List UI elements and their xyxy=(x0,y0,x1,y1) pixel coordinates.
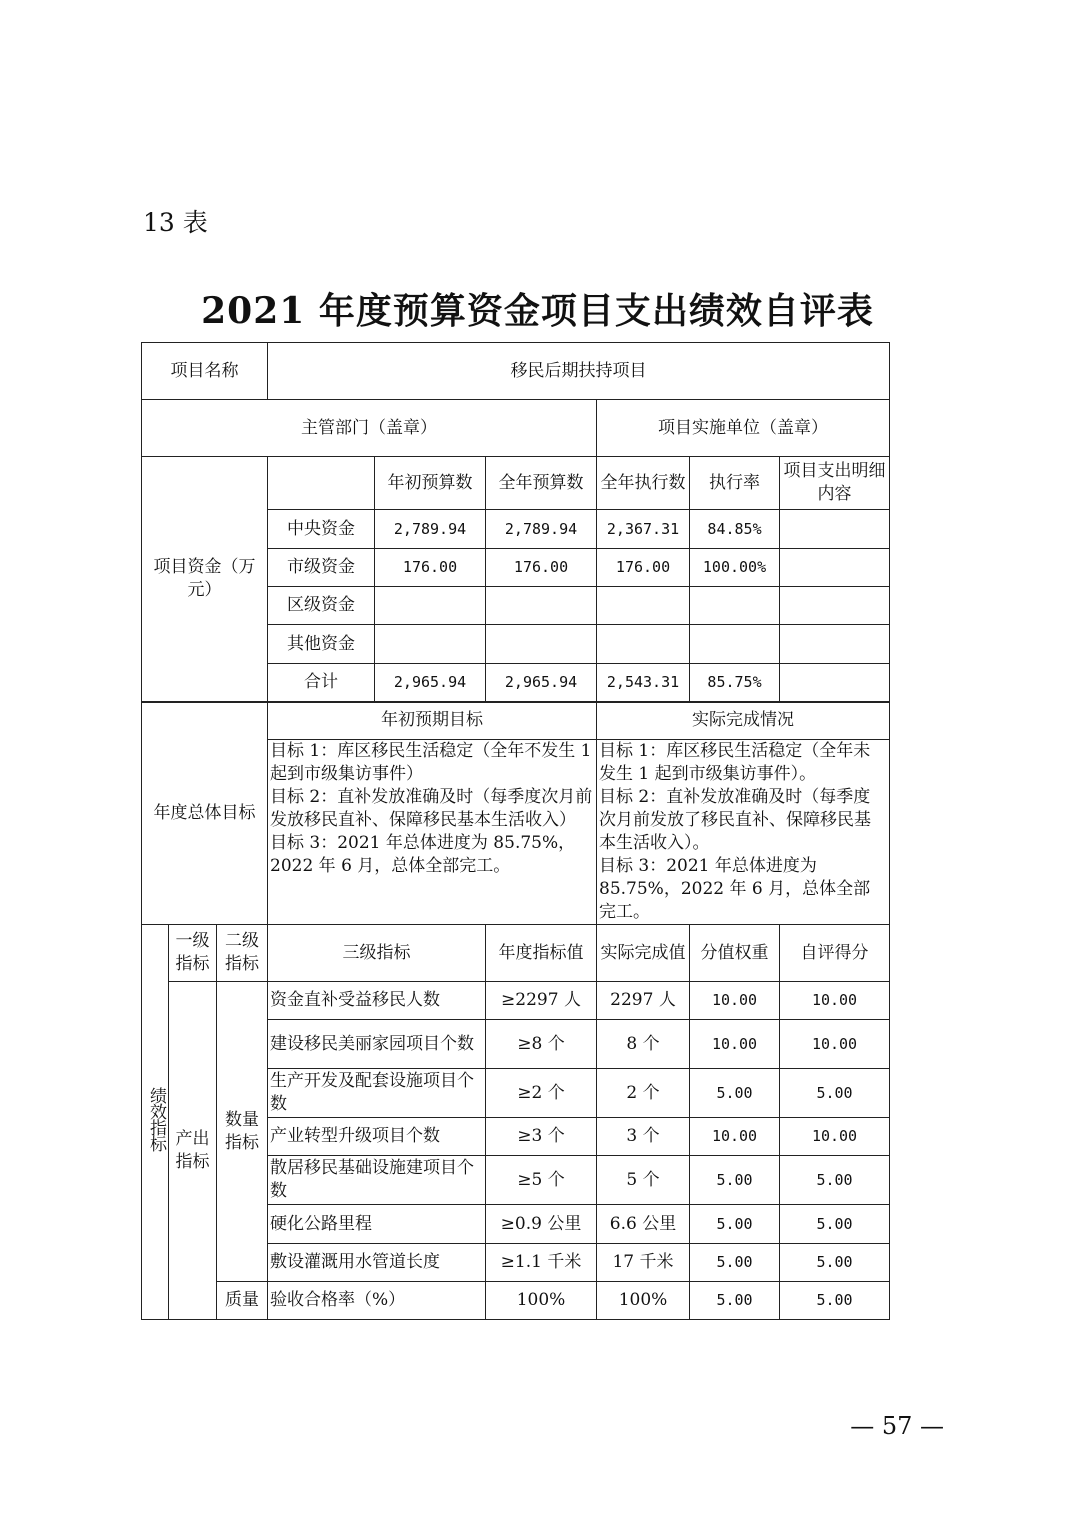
indicator-name: 散居移民基础设施建项目个数 xyxy=(268,1156,486,1205)
funds-cell xyxy=(690,625,780,664)
actual-goal-header: 实际完成情况 xyxy=(597,702,890,740)
indicator-name: 敷设灌溉用水管道长度 xyxy=(268,1244,486,1282)
funds-header-blank xyxy=(268,457,375,510)
funds-cell xyxy=(597,587,690,625)
funds-row-name: 中央资金 xyxy=(268,510,375,549)
expected-goal-text: 目标 1：库区移民生活稳定（全年不发生 1 起到市级集访事件） 目标 2：直补发放准确及时（每季度次月前发放移民直补、保障移民基本生活收入） 目标 3：2021 年总体进度为 85.75%，2022 年 6 月，总体全部完工。 xyxy=(268,740,597,925)
funds-cell: 176.00 xyxy=(486,549,597,587)
funds-header: 全年预算数 xyxy=(486,457,597,510)
funds-cell: 85.75% xyxy=(690,664,780,702)
indicator-actual: 2297 人 xyxy=(597,982,690,1020)
indicator-weight: 5.00 xyxy=(690,1156,780,1205)
indicator-target: ≥8 个 xyxy=(486,1020,597,1069)
quantity-indicator-label: 数量指标 xyxy=(217,982,268,1282)
funds-cell xyxy=(486,625,597,664)
indicator-score: 5.00 xyxy=(780,1244,890,1282)
actual-goal-text: 目标 1：库区移民生活稳定（全年未发生 1 起到市级集访事件）。 目标 2：直补发放准确及时（每季度次月前发放了移民直补、保障移民基本生活收入）。 目标 3：2021 年总体进度为 85.75%，2022 年 6 月，总体全部完工。 xyxy=(597,740,890,925)
performance-evaluation-table xyxy=(141,342,890,1320)
page-title: 2021 年度预算资金项目支出绩效自评表 xyxy=(201,290,874,332)
indicator-actual: 6.6 公里 xyxy=(597,1205,690,1244)
funds-cell xyxy=(780,587,890,625)
indicator-actual: 8 个 xyxy=(597,1020,690,1069)
indicator-target: 100% xyxy=(486,1282,597,1320)
indicator-weight: 5.00 xyxy=(690,1282,780,1320)
level3-header: 三级指标 xyxy=(268,925,486,982)
indicator-score: 10.00 xyxy=(780,1020,890,1069)
indicator-name: 硬化公路里程 xyxy=(268,1205,486,1244)
indicator-name: 建设移民美丽家园项目个数 xyxy=(268,1020,486,1069)
indicator-score: 5.00 xyxy=(780,1156,890,1205)
funds-cell xyxy=(486,587,597,625)
table-caption: 13 表 xyxy=(143,208,208,237)
indicator-target: ≥3 个 xyxy=(486,1118,597,1156)
funds-cell: 176.00 xyxy=(375,549,486,587)
dept-label: 主管部门（盖章） xyxy=(142,400,597,457)
project-name-label: 项目名称 xyxy=(142,343,268,400)
indicator-actual: 2 个 xyxy=(597,1069,690,1118)
weight-header: 分值权重 xyxy=(690,925,780,982)
level1-header: 一级指标 xyxy=(169,925,217,982)
funds-cell: 84.85% xyxy=(690,510,780,549)
indicator-weight: 10.00 xyxy=(690,1118,780,1156)
funds-cell: 2,789.94 xyxy=(375,510,486,549)
funds-cell: 2,367.31 xyxy=(597,510,690,549)
funds-cell: 2,965.94 xyxy=(375,664,486,702)
indicator-score: 5.00 xyxy=(780,1069,890,1118)
indicator-weight: 5.00 xyxy=(690,1205,780,1244)
indicator-actual: 17 千米 xyxy=(597,1244,690,1282)
funds-cell xyxy=(375,625,486,664)
indicator-actual: 3 个 xyxy=(597,1118,690,1156)
expected-goal-header: 年初预期目标 xyxy=(268,702,597,740)
indicator-weight: 5.00 xyxy=(690,1069,780,1118)
indicator-actual: 100% xyxy=(597,1282,690,1320)
indicator-actual: 5 个 xyxy=(597,1156,690,1205)
performance-indicator-label: 绩效指标 xyxy=(142,925,169,1320)
funds-row-name: 市级资金 xyxy=(268,549,375,587)
funds-header: 年初预算数 xyxy=(375,457,486,510)
indicator-weight: 10.00 xyxy=(690,1020,780,1069)
actual-header: 实际完成值 xyxy=(597,925,690,982)
funds-cell xyxy=(780,549,890,587)
score-header: 自评得分 xyxy=(780,925,890,982)
indicator-name: 验收合格率（%） xyxy=(268,1282,486,1320)
indicator-target: ≥0.9 公里 xyxy=(486,1205,597,1244)
funds-cell xyxy=(780,625,890,664)
funds-header: 全年执行数 xyxy=(597,457,690,510)
indicator-score: 10.00 xyxy=(780,1118,890,1156)
indicator-target: ≥2 个 xyxy=(486,1069,597,1118)
funds-header: 项目支出明细内容 xyxy=(780,457,890,510)
funds-label: 项目资金（万元） xyxy=(142,457,268,702)
funds-cell xyxy=(690,587,780,625)
funds-cell xyxy=(780,510,890,549)
indicator-target: ≥1.1 千米 xyxy=(486,1244,597,1282)
funds-cell xyxy=(597,625,690,664)
page-number: — 57 — xyxy=(850,1412,944,1440)
funds-cell: 2,965.94 xyxy=(486,664,597,702)
indicator-target: ≥5 个 xyxy=(486,1156,597,1205)
target-header: 年度指标值 xyxy=(486,925,597,982)
project-name-value: 移民后期扶持项目 xyxy=(268,343,890,400)
funds-row-name: 其他资金 xyxy=(268,625,375,664)
level2-header: 二级指标 xyxy=(217,925,268,982)
indicator-score: 5.00 xyxy=(780,1205,890,1244)
indicator-name: 资金直补受益移民人数 xyxy=(268,982,486,1020)
quality-indicator-label: 质量 xyxy=(217,1282,268,1320)
funds-cell xyxy=(780,664,890,702)
indicator-score: 10.00 xyxy=(780,982,890,1020)
indicator-target: ≥2297 人 xyxy=(486,982,597,1020)
funds-cell: 100.00% xyxy=(690,549,780,587)
indicator-weight: 5.00 xyxy=(690,1244,780,1282)
funds-header: 执行率 xyxy=(690,457,780,510)
output-indicator-label: 产出指标 xyxy=(169,982,217,1320)
indicator-weight: 10.00 xyxy=(690,982,780,1020)
annual-goal-label: 年度总体目标 xyxy=(142,702,268,925)
funds-cell xyxy=(375,587,486,625)
funds-row-name: 合计 xyxy=(268,664,375,702)
funds-cell: 2,789.94 xyxy=(486,510,597,549)
funds-cell: 2,543.31 xyxy=(597,664,690,702)
indicator-name: 生产开发及配套设施项目个数 xyxy=(268,1069,486,1118)
indicator-name: 产业转型升级项目个数 xyxy=(268,1118,486,1156)
impl-unit-label: 项目实施单位（盖章） xyxy=(597,400,890,457)
indicator-score: 5.00 xyxy=(780,1282,890,1320)
funds-row-name: 区级资金 xyxy=(268,587,375,625)
funds-cell: 176.00 xyxy=(597,549,690,587)
